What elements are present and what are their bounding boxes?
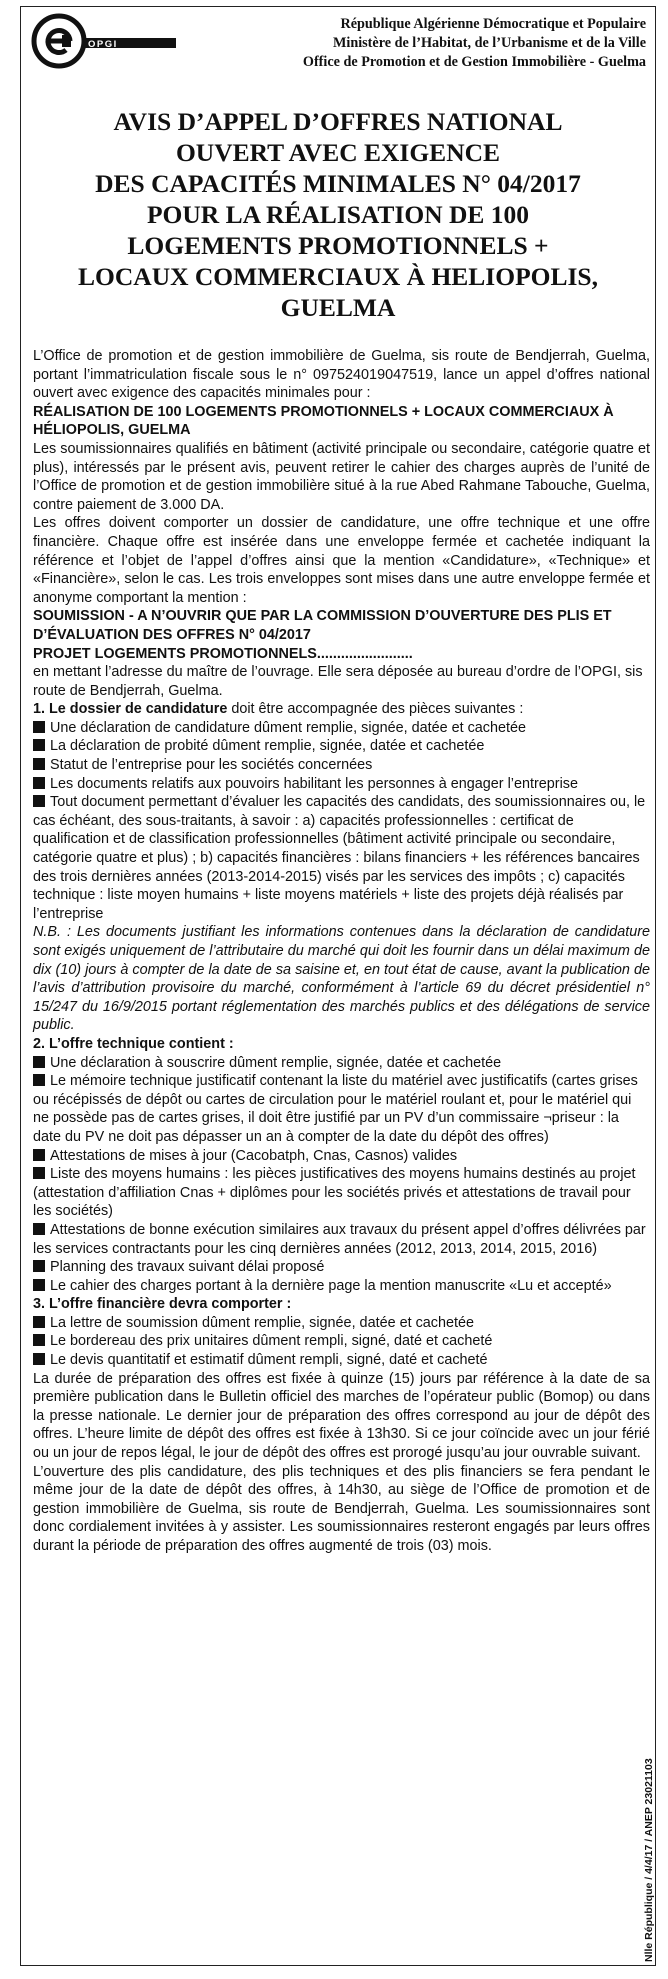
list-item [33,1054,650,1073]
header-office: Office de Promotion et de Gestion Immobilière - Guelma [302,54,646,70]
list-item-text: Le cahier des charges portant à la dernière page la mention manuscrite «Lu et accepté» [50,1277,612,1294]
list-item [33,1314,650,1333]
list-item-text: Liste des moyens humains : les pièces justificatives des moyens humains destinés au projet (attestation d’affiliation Cnas + diplômes pour les sociétés privés et attestations de travail pour les sociétés) [33,1166,636,1220]
title-line: GUELMA [280,293,396,322]
section1-title: 1. Le dossier de candidature [33,701,228,718]
square-bullet-icon [33,721,45,733]
list-item [33,1258,650,1277]
list-item [33,1351,650,1370]
list-item [33,719,650,738]
title-line: LOGEMENTS PROMOTIONNELS + [127,231,549,260]
duration-paragraph: La durée de préparation des offres est fixée à quinze (15) jours par référence à la date de sa première publication dans le Bulletin officiel des marches de l’opérateur public (Bomop) ou dans la presse nationale. Le dernier jour de préparation des offres correspond au jour de dépôt des offres. L’heure limite de dépôt des offres est fixée à 13h30. Si ce jour coïncide avec un jour férié ou un jour de repos légal, le jour de dépôt des offres est prorogé jusqu’au jour ouvrable suivant. [33,1370,650,1462]
header-republic: République Algérienne Démocratique et Populaire [340,16,646,32]
square-bullet-icon [33,1260,45,1272]
square-bullet-icon [33,777,45,789]
list-item-text: Attestations de bonne exécution similaires aux travaux du présent appel d’offres délivrées par les services contractants pour les cinq dernières années (2012, 2013, 2014, 2015, 2016) [33,1221,646,1257]
square-bullet-icon [33,758,45,770]
list-item-text: Le devis quantitatif et estimatif dûment rempli, signé, daté et cacheté [50,1352,488,1369]
section3-heading: 3. L’offre financière devra comporter : [33,1296,292,1313]
square-bullet-icon [33,1167,45,1179]
publication-reference: Nlle République / 4/4/17 / ANEP 23021103 [643,1758,655,1962]
announcement-title [20,106,656,323]
header-institution [286,15,646,72]
title-line: AVIS D’APPEL D’OFFRES NATIONAL [113,107,563,136]
section2-heading: 2. L’offre technique contient : [33,1035,234,1052]
list-item-text: Une déclaration de candidature dûment remplie, signée, datée et cachetée [50,719,527,736]
square-bullet-icon [33,1056,45,1068]
square-bullet-icon [33,1334,45,1346]
announcement-body [33,347,650,1556]
title-line: OUVERT AVEC EXIGENCE [175,138,501,167]
list-item-text: Tout document permettant d’évaluer les capacités des candidats, des soumissionnaires ou, le cas échéant, des sous-traitants, à savoir : a) capacités professionnelles : certificat de qualification et de classification professionnelles (bâtiment activité principale ou secondaire, catégorie quatre et plus) ; b) capacités financières : bilans financiers + les références bancaires des trois dernières années (2013-2014-2015) visés par les services des impôts ; c) capacités technique : liste moyen humains + liste moyens matériels + liste des projets déjà réalisés par l’entreprise [33,794,646,922]
section1-title-rest: doit être accompagnée des pièces suivantes : [227,701,524,718]
square-bullet-icon [33,1149,45,1161]
offers-paragraph: Les offres doivent comporter un dossier de candidature, une offre technique et une offre financière. Chaque offre est insérée dans une enveloppe fermée et cachetée indiquant la référence et l’objet de l’appel d’offres ainsi que la mention «Candidature», «Technique» et «Financière», selon le cas. Les trois enveloppes sont mises dans une autre enveloppe fermée et anonyme comportant la mention : [33,515,650,606]
address-paragraph: en mettant l’adresse du maître de l’ouvrage. Elle sera déposée au bureau d’ordre de l’OPGI, sis route de Bendjerrah, Guelma. [33,664,643,699]
project-title: RÉALISATION DE 100 LOGEMENTS PROMOTIONNELS + LOCAUX COMMERCIAUX À HÉLIOPOLIS, GUELMA [33,403,614,439]
list-item-text: Les documents relatifs aux pouvoirs habilitant les personnes à engager l’entreprise [50,775,578,792]
list-item [33,1221,650,1258]
square-bullet-icon [33,1353,45,1365]
title-line: POUR LA RÉALISATION DE 100 [146,200,530,229]
list-item-text: Une déclaration à souscrire dûment remplie, signée, datée et cachetée [50,1054,502,1071]
list-item-text: Statut de l’entreprise pour les sociétés concernées [50,757,373,774]
square-bullet-icon [33,1316,45,1328]
svg-text:OPGI: OPGI [88,39,118,50]
opgi-logo [30,12,180,70]
list-item-text: La lettre de soumission dûment remplie, signée, datée et cachetée [50,1314,474,1331]
list-item-text: Le bordereau des prix unitaires dûment rempli, signé, daté et cacheté [50,1333,493,1350]
square-bullet-icon [33,739,45,751]
section1-heading [33,700,650,719]
header-ministry: Ministère de l’Habitat, de l’Urbanisme et de la Ville [332,35,646,51]
list-item [33,793,650,923]
list-item [33,1332,650,1351]
list-item [33,775,650,794]
list-item [33,1072,650,1146]
square-bullet-icon [33,1279,45,1291]
list-item-text: Attestations de mises à jour (Cacobatph, Cnas, Casnos) valides [50,1147,458,1164]
list-item [33,737,650,756]
list-item-text: Planning des travaux suivant délai proposé [50,1259,325,1276]
square-bullet-icon [33,795,45,807]
square-bullet-icon [33,1223,45,1235]
list-item-text: La déclaration de probité dûment remplie, signée, datée et cachetée [50,738,485,755]
intro-paragraph: L’Office de promotion et de gestion immobilière de Guelma, sis route de Bendjerrah, Guelma, portant l’immatriculation fiscale sous le n° 097524019047519, lance un appel d’offres national ouvert avec exigence des capacités minimales pour : [33,348,650,402]
list-item [33,756,650,775]
square-bullet-icon [33,1074,45,1086]
envelope-mention: SOUMISSION - A N’OUVRIR QUE PAR LA COMMISSION D’OUVERTURE DES PLIS ET D’ÉVALUATION DES OFFRES N° 04/2017 [33,608,612,643]
title-line: DES CAPACITÉS MINIMALES N° 04/2017 [95,169,581,198]
title-line: LOCAUX COMMERCIAUX À HELIOPOLIS, [78,262,598,291]
opening-paragraph: L’ouverture des plis candidature, des plis techniques et des plis financiers se fera pendant le même jour de la date de dépôt des offres, à 14h30, au siège de l’Office de promotion et de gestion immobilière de Guelma, sis route de Bendjerrah, Guelma. Les soumissionnaires sont donc cordialement invitées à y assister. Les soumissionnaires resteront engagés par leurs offres durant la période de préparation des offres augmenté de trois (03) mois. [33,1463,650,1554]
list-item-text: Le mémoire technique justificatif contenant la liste du matériel avec justificatifs (cartes grises ou récépissés de dépôt ou cartes de circulation pour le matériel roulant et, pour le matériel qui ne possède pas de cartes grises, il doit être justifié par un PV d’un commissaire ¬priseur : la date du PV ne doit pas dépasser un an à compter de la date du dépôt des offres) [33,1073,638,1145]
qualified-paragraph: Les soumissionnaires qualifiés en bâtiment (activité principale ou secondaire, catégorie quatre et plus), intéressés par le présent avis, peuvent retirer le cahier des charges auprès de l’unité de l’Office de promotion et de gestion immobilière situé à la rue Abed Rahmane Tabouche, Guelma, contre paiement de 3.000 DA. [33,440,650,513]
list-item [33,1165,650,1221]
envelope-project-line: PROJET LOGEMENTS PROMOTIONNELS........................ [33,645,413,662]
nb-note: N.B. : Les documents justifiant les informations contenues dans la déclaration de candidature sont exigés uniquement de l’attributaire du marché qui doit les fournir dans un délai maximum de dix (10) jours à compter de la date de sa saisine et, en tout état de cause, avant la publication de l’avis d’attribution provisoire du marché, conformément à l’article 69 du décret présidentiel n° 15/247 du 16/9/2015 portant réglementation des marchés publics et des délégations de service public. [33,924,650,1034]
list-item [33,1277,650,1296]
list-item [33,1147,650,1166]
